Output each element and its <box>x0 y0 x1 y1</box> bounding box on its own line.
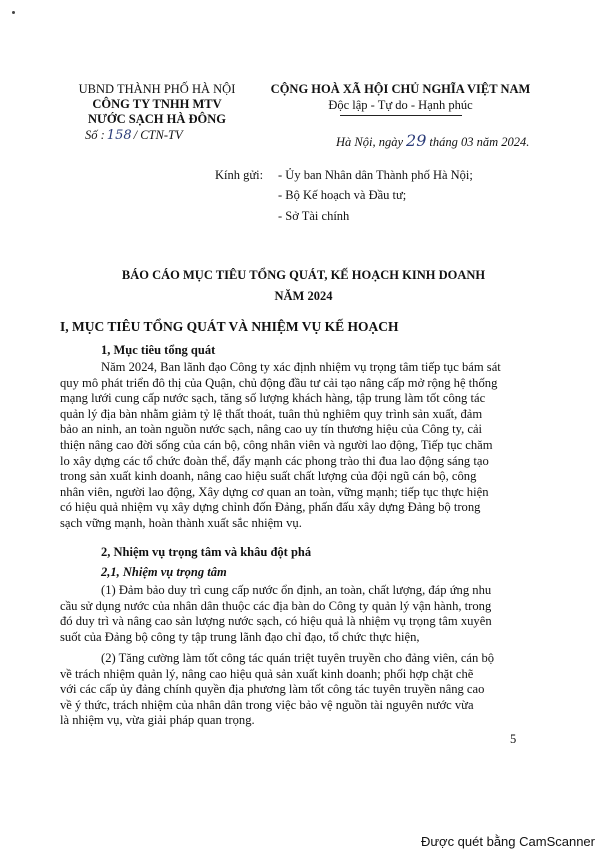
recipient-item: - Ủy ban Nhân dân Thành phố Hà Nội; <box>278 168 473 182</box>
paragraph-general-objective <box>60 360 547 532</box>
national-motto: Độc lập - Tự do - Hạnh phúc <box>328 98 473 112</box>
paragraph-line: (1) Đảm bảo duy trì cung cấp nước ổn định, an toàn, chất lượng, đáp ứng nhu <box>101 583 492 597</box>
paragraph-line: quy mô phát triển đô thị của Quận, chủ động đầu tư cải tạo nâng cấp mở rộng hệ thống <box>60 375 498 390</box>
paragraph-line: về ý thức, trách nhiệm của nhân dân trong việc bảo vệ nguồn tài nguyên nước vừa <box>60 697 474 712</box>
document-number-prefix: Số : <box>85 128 105 142</box>
paragraph-task-1 <box>60 583 547 645</box>
company-name-line2: NƯỚC SẠCH HÀ ĐÔNG <box>87 112 227 126</box>
motto-underline <box>340 115 462 116</box>
paragraph-line: với các cấp ủy đảng chính quyền địa phương làm tốt công tác tuyên truyền nâng cao <box>60 682 485 697</box>
paragraph-line: có hiệu quả nhiệm vụ xây dựng chỉnh đốn Đảng, phấn đấu xây dựng Đảng bộ trong <box>60 500 481 515</box>
report-title: BÁO CÁO MỤC TIÊU TỔNG QUÁT, KẾ HOẠCH KINH DOANH <box>121 268 486 282</box>
subsection-heading: 2, Nhiệm vụ trọng tâm và khâu đột phá <box>101 545 312 559</box>
paragraph-line: (2) Tăng cường làm tốt công tác quán triệt tuyên truyền cho đảng viên, cán bộ <box>101 651 495 665</box>
issue-date-prefix: Hà Nội, ngày <box>336 135 404 149</box>
paragraph-line: cầu sử dụng nước của nhân dân thuộc các địa bàn do Công ty quản lý vận hành, trong <box>60 598 492 613</box>
paragraph-line: sạch vững mạnh, hoàn thành xuất sắc nhiệm vụ. <box>60 515 302 530</box>
document-number-suffix: / CTN-TV <box>133 128 183 142</box>
paragraph-line: trong sản xuất kinh doanh, nâng cao hiệu suất chất lượng của đội ngũ cán bộ, công <box>60 469 477 484</box>
scan-speck <box>12 11 15 14</box>
issue-date-suffix: tháng 03 năm 2024. <box>429 135 530 149</box>
paragraph-line: là nhiệm vụ, vừa giải pháp quan trọng. <box>60 713 255 728</box>
recipients-label: Kính gửi: <box>215 168 264 182</box>
section-heading: I, MỤC TIÊU TỔNG QUÁT VÀ NHIỆM VỤ KẾ HOẠCH <box>60 319 399 334</box>
paragraph-line: nhân viên, người lao động, Xây dựng cơ quan an toàn, vững mạnh; tiếp tục thực hiện <box>60 484 489 499</box>
scanner-watermark: Được quét bằng CamScanner <box>420 834 595 849</box>
paragraph-line: Năm 2024, Ban lãnh đạo Công ty xác định nhiệm vụ trọng tâm tiếp tục bám sát <box>101 360 501 374</box>
paragraph-line: về trách nhiệm quản lý, nâng cao hiệu quả sản xuất kinh doanh; phối hợp chặt chẽ <box>60 666 474 681</box>
document-number <box>85 128 183 143</box>
paragraph-line: bảo an ninh, an toàn nguồn nước sạch, nâng cao uy tín thương hiệu của Công ty, cải <box>60 422 483 437</box>
issuer-authority: UBND THÀNH PHỐ HÀ NỘI <box>78 82 236 96</box>
recipient-item: - Sở Tài chính <box>278 209 350 223</box>
issue-date <box>336 131 529 150</box>
paragraph-line: lo xây dựng các tổ chức đoàn thể, đẩy mạnh các phong trào thi đua lao động sáng tạo <box>60 453 489 468</box>
report-title-year: NĂM 2024 <box>274 289 333 303</box>
paragraph-line: đó duy trì và nâng cao sản lượng nước sạch, có hiệu quả là nhiệm vụ trọng tâm xuyên <box>60 614 492 629</box>
paragraph-line: thiện nâng cao đời sống của cán bộ, công nhân viên và người lao động, Tiếp tục chăm <box>60 437 493 452</box>
document-number-handwritten: 158 <box>106 128 132 143</box>
paragraph-task-2 <box>60 651 547 729</box>
page-number: 5 <box>510 732 517 746</box>
paragraph-line: mạng lưới cung cấp nước sạch, tăng số lượng khách hàng, tập trung làm tốt công tác <box>60 391 486 406</box>
subsection-heading: 1, Mục tiêu tổng quát <box>101 343 216 357</box>
paragraph-line: quản lý địa bàn nhằm giảm tỷ lệ thất thoát, tuân thủ nghiêm quy trình sản xuất, đảm <box>60 406 483 421</box>
paragraph-line: suốt của Đảng bộ công ty tập trung lãnh đạo chỉ đạo, tổ chức thực hiện, <box>60 629 420 644</box>
company-name-line1: CÔNG TY TNHH MTV <box>92 97 222 111</box>
national-title: CỘNG HOÀ XÃ HỘI CHỦ NGHĨA VIỆT NAM <box>270 82 531 96</box>
issue-date-day-handwritten: 29 <box>406 131 427 150</box>
subsection-heading-italic: 2,1, Nhiệm vụ trọng tâm <box>101 565 227 579</box>
recipient-item: - Bộ Kế hoạch và Đầu tư; <box>278 188 407 202</box>
